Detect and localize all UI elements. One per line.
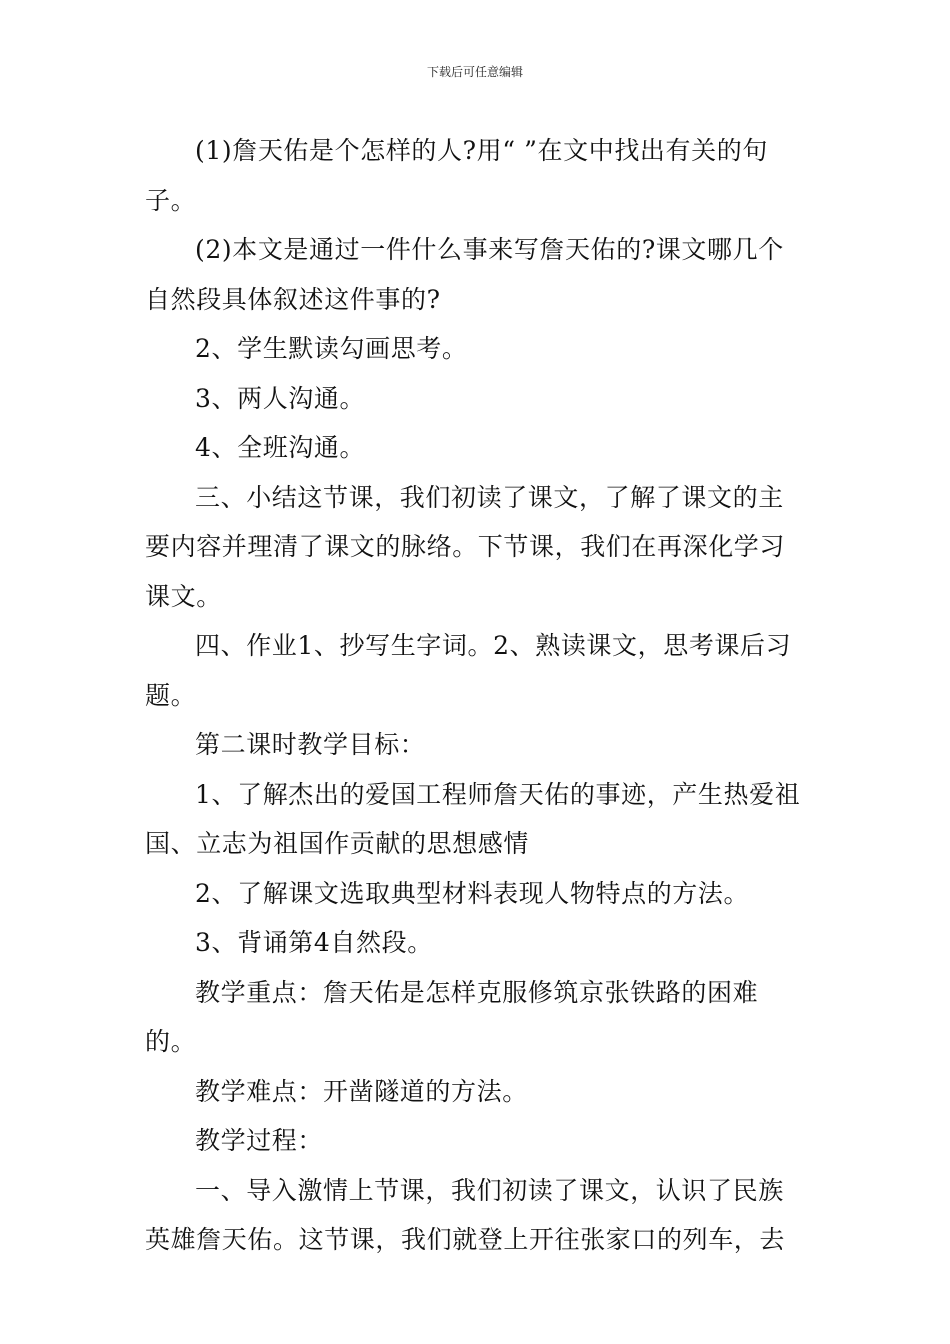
page-header: 下载后可任意编辑 (426, 65, 523, 79)
document-body (145, 126, 807, 1265)
paragraph-step-3: 3、两人沟通。 (195, 383, 366, 413)
paragraph-homework: 四、作业1、抄写生字词。2、熟读课文，思考课后习题。 (145, 631, 792, 710)
paragraph-question-1: (1)詹天佑是个怎样的人?用“ ”在文中找出有关的句子。 (145, 136, 768, 215)
paragraph-goal-2: 2、了解课文选取典型材料表现人物特点的方法。 (195, 878, 750, 908)
paragraph-question-2: (2)本文是通过一件什么事来写詹天佑的?课文哪几个自然段具体叙述这件事的? (145, 235, 784, 314)
paragraph-step-2: 2、学生默读勾画思考。 (195, 334, 468, 363)
paragraph-goal-3: 3、背诵第4自然段。 (195, 928, 433, 957)
paragraph-summary: 三、小结这节课，我们初读了课文，了解了课文的主要内容并理清了课文的脉络。下节课，我们在再深化学习课文。 (145, 482, 786, 611)
paragraph-process-title: 教学过程： (195, 1126, 324, 1155)
paragraph-goal-1: 1、了解杰出的爱国工程师詹天佑的事迹，产生热爱祖国、立志为祖国作贡献的思想感情 (145, 779, 801, 858)
paragraph-second-lesson-goals: 第二课时教学目标： (195, 730, 426, 759)
paragraph-introduction: 一、导入激情上节课，我们初读了课文，认识了民族英雄詹天佑。这节课，我们就登上开往张家口的列车，去 (145, 1175, 786, 1254)
paragraph-step-4: 4、全班沟通。 (195, 433, 366, 462)
paragraph-key-point: 教学重点：詹天佑是怎样克服修筑京张铁路的困难的。 (145, 977, 759, 1056)
paragraph-difficulty: 教学难点：开凿隧道的方法。 (195, 1076, 528, 1106)
